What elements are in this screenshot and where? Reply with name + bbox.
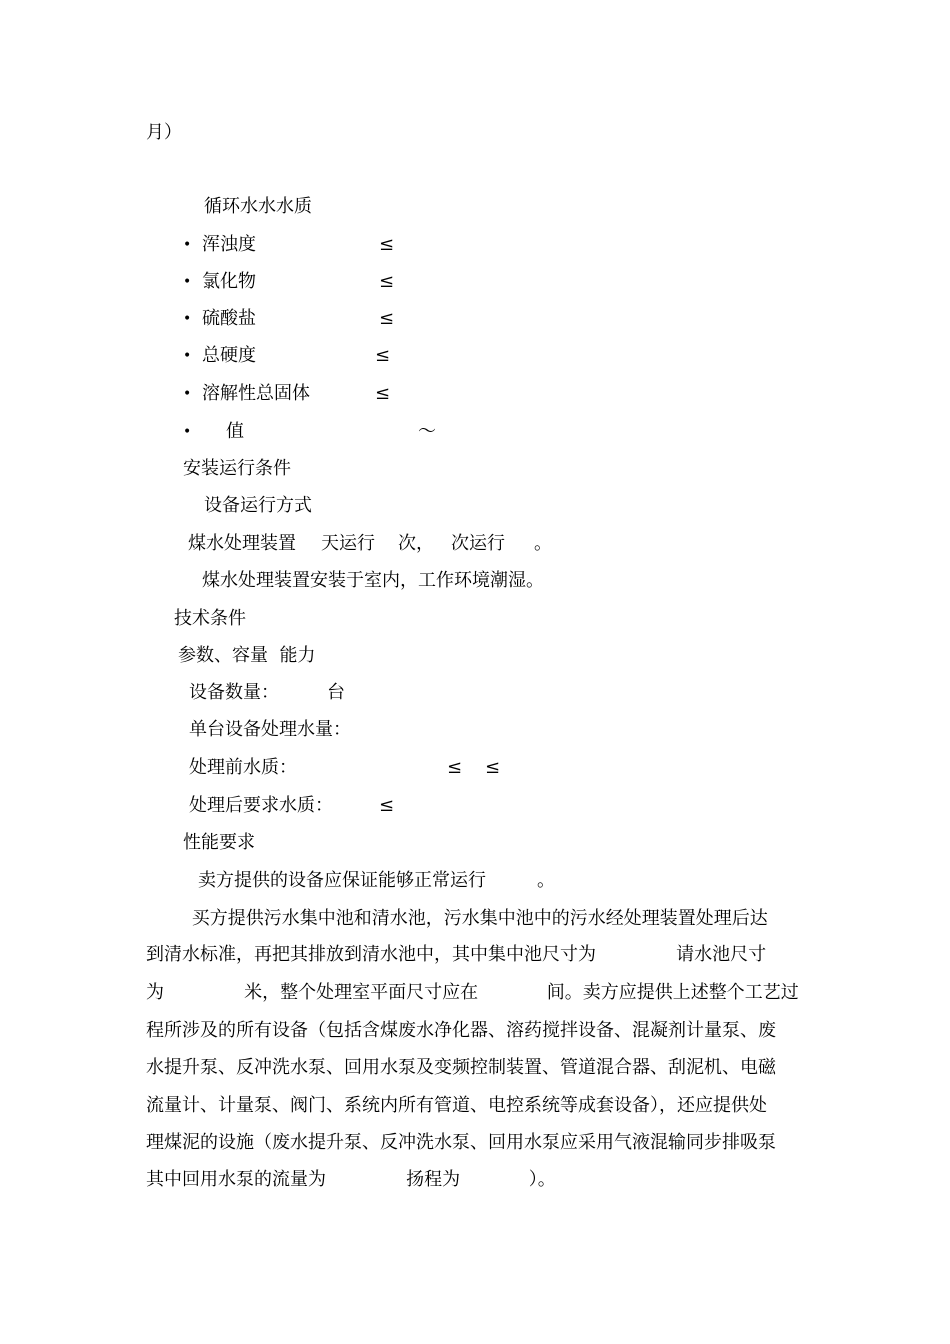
performance-line-end: 。 [537,870,555,891]
paragraph-line: 其中回用水泵的流量为 扬程为 ）。 [146,1169,556,1190]
bullet-icon: • [183,386,192,402]
operation-mode-heading: 设备运行方式 [204,495,312,516]
list-item-symbol: ≤ [379,271,395,292]
paragraph-line: 到清水标准，再把其排放到清水池中，其中集中池尺寸为 请水池尺寸 [146,944,767,965]
bullet-icon: • [183,237,192,253]
before-quality-symbol: ≤ [447,757,463,778]
list-item-hardness: 总硬度 [202,345,256,366]
tech-heading: 技术条件 [174,608,246,629]
before-quality-symbol: ≤ [485,757,501,778]
bullet-icon: • [183,348,192,364]
paragraph-line: 程所涉及的所有设备（包括含煤废水净化器、溶药搅拌设备、混凝剂计量泵、废 [146,1020,776,1041]
list-item-chloride: 氯化物 [202,271,256,292]
operation-line-part-d: 次运行 [451,533,505,554]
environment-line: 煤水处理装置安装于室内，工作环境潮湿。 [202,570,544,591]
operation-line-part-e: 。 [534,533,552,554]
operation-line-part-b: 天运行 [321,533,375,554]
operation-line-part-c: 次， [398,533,434,554]
performance-heading: 性能要求 [183,832,255,853]
top-fragment: 月） [146,122,182,143]
equipment-count-label: 设备数量： [189,682,279,703]
operation-line-part-a: 煤水处理装置 [188,533,296,554]
list-item-symbol: ≤ [375,345,391,366]
equipment-count-unit: 台 [327,682,345,703]
list-item-symbol: ≤ [379,308,395,329]
list-item-turbidity: 浑浊度 [202,234,256,255]
before-quality-label: 处理前水质： [189,757,297,778]
list-item-symbol: ≤ [375,383,391,404]
list-item-tds: 溶解性总固体 [202,383,310,404]
list-item-symbol: ≤ [379,234,395,255]
install-heading: 安装运行条件 [183,458,291,479]
after-quality-symbol: ≤ [379,795,395,816]
list-item-sulfate: 硫酸盐 [202,308,256,329]
bullet-icon: • [183,274,192,290]
paragraph-line: 水提升泵、反冲洗水泵、回用水泵及变频控制装置、管道混合器、刮泥机、电磁 [146,1057,776,1078]
paragraph-line: 买方提供污水集中池和清水池，污水集中池中的污水经处理装置处理后达 [146,908,768,929]
list-item-symbol: ～ [418,421,436,442]
water-quality-heading: 循环水水水质 [204,196,312,217]
paragraph-line: 流量计、计量泵、阀门、系统内所有管道、电控系统等成套设备），还应提供处 [146,1095,767,1116]
list-item-ph: 值 [226,421,244,442]
performance-line: 卖方提供的设备应保证能够正常运行 [198,870,486,891]
paragraph-line: 为 米，整个处理室平面尺寸应在 间。卖方应提供上述整个工艺过 [146,982,799,1003]
bullet-icon: • [183,424,192,440]
capacity-label: 单台设备处理水量： [189,719,351,740]
after-quality-label: 处理后要求水质： [189,795,333,816]
bullet-icon: • [183,311,192,327]
paragraph-line: 理煤泥的设施（废水提升泵、反冲洗水泵、回用水泵应采用气液混输同步排吸泵 [146,1132,776,1153]
params-heading: 参数、容量 能力 [178,645,316,666]
